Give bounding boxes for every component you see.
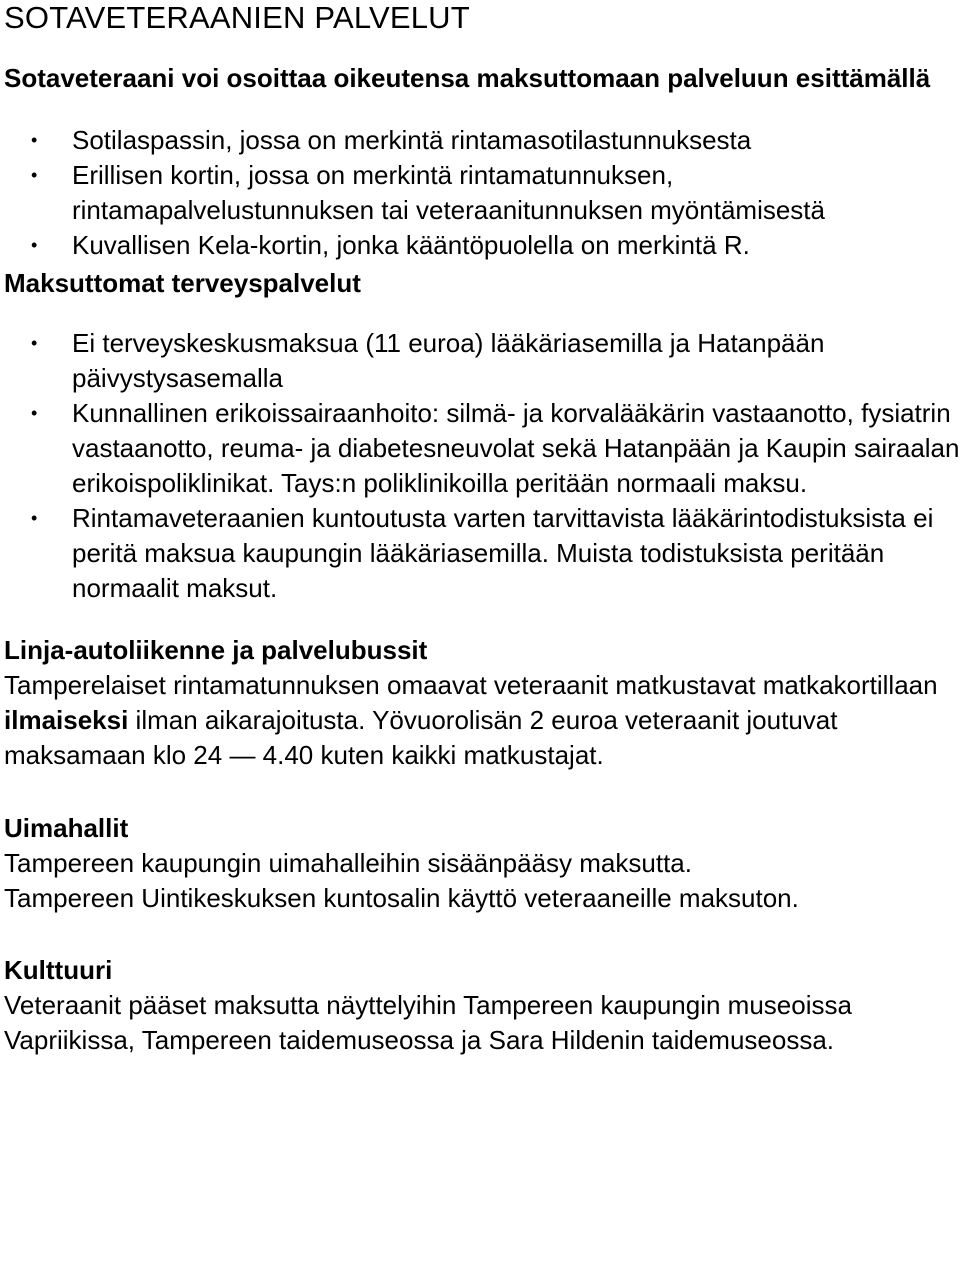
bus-text-after: ilman aikarajoitusta. Yövuorolisän 2 euroa veteraanit joutuvat maksamaan klo 24 — 4.40 kuten kaikki matkustajat. bbox=[4, 705, 838, 770]
pool-heading: Uimahallit bbox=[4, 813, 129, 843]
list-item bbox=[4, 501, 960, 606]
bullet-icon: • bbox=[31, 403, 38, 423]
list-item-text: Kunnallinen erikoissairaanhoito: silmä- ja korvalääkärin vastaanotto, fysiatrin vastaanotto, reuma- ja diabetesneuvolat sekä Hatanpään ja Kaupin sairaalan erikoispoliklinikat. Tays:n poliklinikoilla peritään normaali maksu. bbox=[72, 398, 960, 498]
list-item-text: Sotilaspassin, jossa on merkintä rintamasotilastunnuksesta bbox=[72, 125, 752, 155]
bullet-icon: • bbox=[31, 235, 38, 255]
list-item bbox=[4, 228, 960, 263]
bullet-icon: • bbox=[31, 165, 38, 185]
list-item-text: Kuvallisen Kela-kortin, jonka kääntöpuolella on merkintä R. bbox=[72, 230, 750, 260]
list-item bbox=[4, 326, 960, 396]
list-item bbox=[4, 396, 960, 501]
page-title: SOTAVETERAANIEN PALVELUT bbox=[4, 0, 470, 35]
intro-heading: Sotaveteraani voi osoittaa oikeutensa maksuttomaan palveluun esittämällä bbox=[4, 63, 931, 93]
bullet-icon: • bbox=[31, 508, 38, 528]
list-item bbox=[4, 158, 960, 228]
bus-text-bold: ilmaiseksi bbox=[4, 705, 129, 735]
pool-line: Tampereen Uintikeskuksen kuntosalin käyttö veteraaneille maksuton. bbox=[4, 883, 799, 913]
list-item-text: Ei terveyskeskusmaksua (11 euroa) lääkäriasemilla ja Hatanpään päivystysasemalla bbox=[72, 328, 825, 393]
bullet-icon: • bbox=[31, 333, 38, 353]
bus-paragraph bbox=[4, 668, 960, 773]
bullet-icon: • bbox=[31, 130, 38, 150]
health-heading: Maksuttomat terveyspalvelut bbox=[4, 268, 361, 298]
list-item-text: Rintamaveteraanien kuntoutusta varten tarvittavista lääkärintodistuksista ei peritä maksua kaupungin lääkäriasemilla. Muista todistuksista peritään normaalit maksut. bbox=[72, 503, 934, 603]
culture-paragraph: Veteraanit pääset maksutta näyttelyihin Tampereen kaupungin museoissa Vapriikissa, Tampereen taidemuseossa ja Sara Hildenin taidemuseossa. bbox=[4, 990, 852, 1055]
bus-text-before: Tamperelaiset rintamatunnuksen omaavat veteraanit matkustavat matkakortillaan bbox=[4, 670, 938, 700]
bus-heading: Linja-autoliikenne ja palvelubussit bbox=[4, 635, 428, 665]
pool-line: Tampereen kaupungin uimahalleihin sisäänpääsy maksutta. bbox=[4, 848, 692, 878]
list-item-text: Erillisen kortin, jossa on merkintä rintamatunnuksen, rintamapalvelustunnuksen tai veteraanitunnuksen myöntämisestä bbox=[72, 160, 825, 225]
health-list bbox=[4, 326, 960, 606]
intro-list bbox=[4, 123, 960, 263]
list-item bbox=[4, 123, 960, 158]
culture-heading: Kulttuuri bbox=[4, 955, 113, 985]
